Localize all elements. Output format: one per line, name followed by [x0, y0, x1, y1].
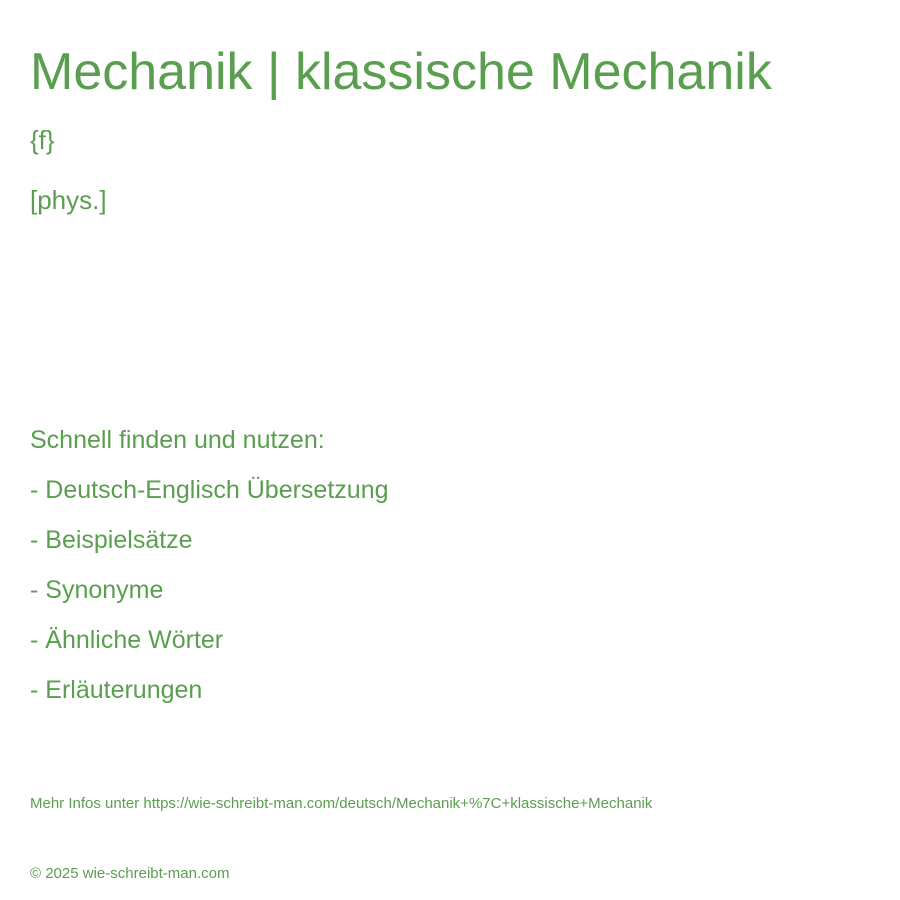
page-title: Mechanik | klassische Mechanik — [30, 43, 772, 101]
feature-item-similar-words: - Ähnliche Wörter — [30, 626, 224, 654]
more-info-link[interactable]: https://wie-schreibt-man.com/deutsch/Mechanik+%7C+klassische+Mechanik — [143, 795, 653, 812]
gender-label: {f} — [30, 125, 55, 155]
feature-item-example-sentences: - Beispielsätze — [30, 526, 193, 554]
more-info-prefix: Mehr Infos unter — [30, 795, 144, 812]
more-info-line — [30, 794, 652, 814]
features-list — [30, 424, 389, 724]
feature-item-synonyms: - Synonyme — [30, 576, 164, 604]
copyright-notice: © 2025 wie-schreibt-man.com — [30, 865, 230, 882]
domain-label: [phys.] — [30, 185, 107, 215]
feature-item-explanations: - Erläuterungen — [30, 676, 203, 704]
feature-item-translation: - Deutsch-Englisch Übersetzung — [30, 476, 389, 504]
features-heading: Schnell finden und nutzen: — [30, 426, 325, 454]
